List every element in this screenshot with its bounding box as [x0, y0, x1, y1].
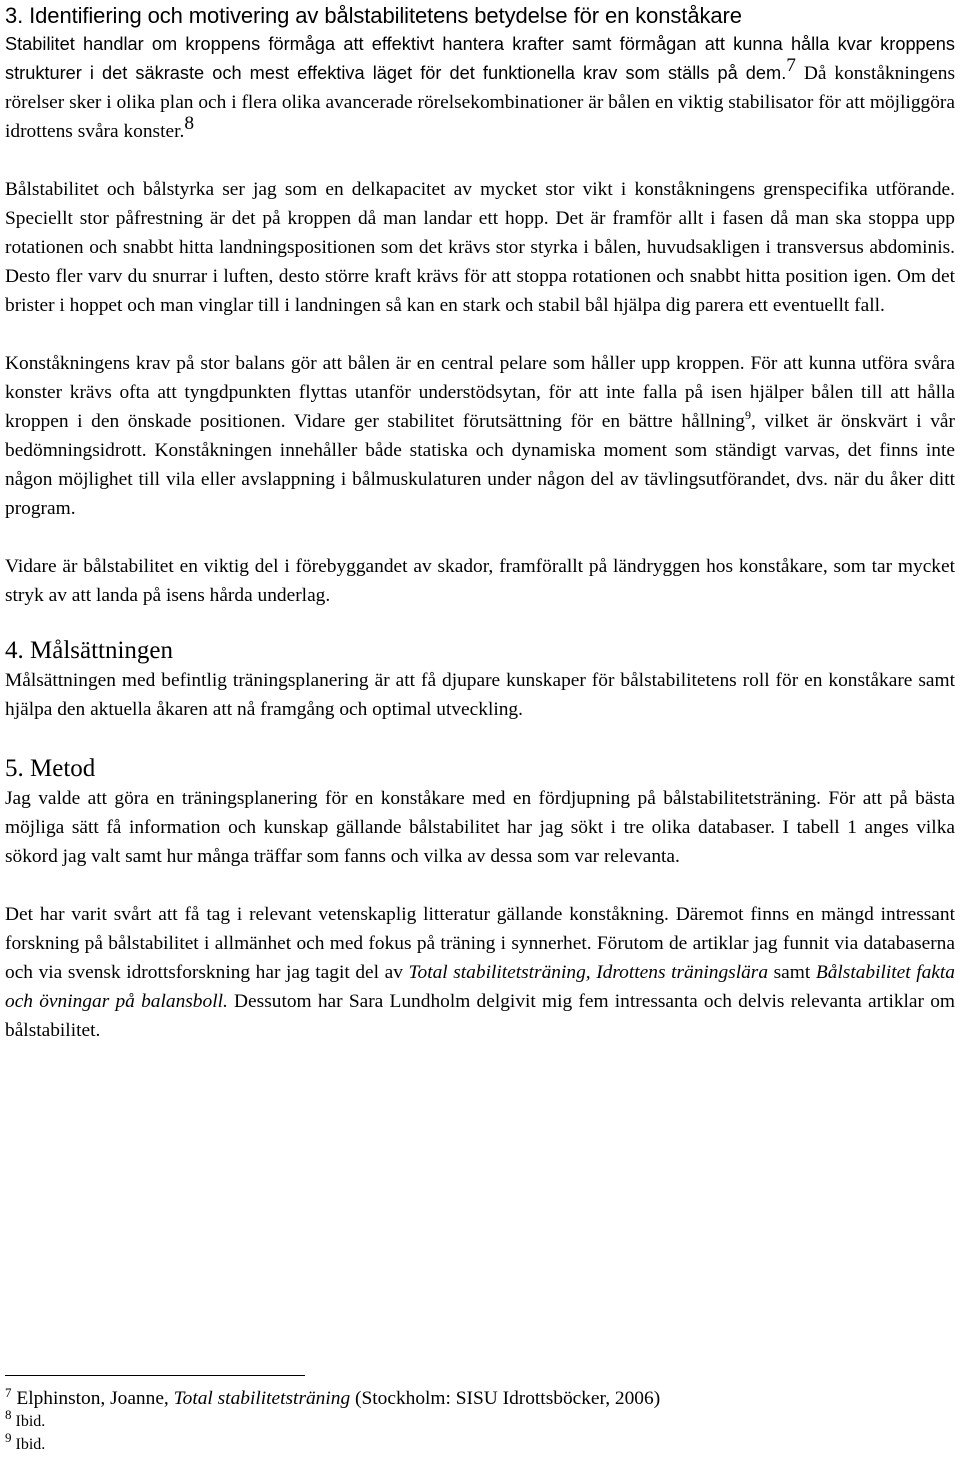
section-3-heading: 3. Identifiering och motivering av bålstabilitetens betydelse för en konståkare [5, 3, 742, 28]
paragraph-gap [5, 724, 955, 754]
footnote-ref-8: 8 [184, 113, 195, 134]
paragraph-text: Konståkningens krav på stor balans gör att bålen är en central pelare som håller upp kroppen. För att kunna utföra svåra konster krävs ofta att tyngdpunkten flyttas utanför understödsytan, för att inte falla på isen hjälper bålen till att hålla kroppen i den önskade positionen. Vidare ger stabilitet förutsättning för en bättre hållning [5, 353, 955, 432]
section-5-paragraph-2 [5, 900, 955, 1045]
footnote-ref-9: 9 [744, 408, 751, 422]
footnote-text: (Stockholm: SISU Idrottsböcker, 2006) [350, 1388, 661, 1409]
section-4-heading: 4. Målsättningen [5, 637, 174, 664]
footnote-text: Elphinston, Joanne, [16, 1388, 174, 1409]
paragraph-text: Då konståkningens rörelser sker i olika plan och i flera olika avancerade rörelsekombinationer är bålen en viktig stabilisator för att möjliggöra idrottens svåra konster. [5, 63, 955, 142]
footnote-text: Ibid. [15, 1413, 46, 1430]
section-5-heading: 5. Metod [5, 755, 96, 782]
section-3-paragraph-4: Vidare är bålstabilitet en viktig del i förebyggandet av skador, framförallt på ländryggen hos konståkare, som tar mycket stryk av att landa på isens hårda underlag. [5, 556, 955, 606]
paragraph-text: Det har varit svårt att få tag i relevant vetenskaplig litteratur gällande konståkning. Däremot finns en mängd intressant forskning på bålstabilitet i allmänhet och med fokus på träning i synnerhet. Förutom de artiklar jag funnit via databaserna och via svensk idrottsforskning har jag tagit del av [5, 904, 955, 983]
footnote-number: 9 [5, 1430, 12, 1445]
book-title-italic: Total stabilitetsträning, Idrottens träningslära [408, 962, 769, 983]
footnote-separator [5, 1375, 305, 1376]
section-4-paragraph-1: Målsättningen med befintlig träningsplanering är att få djupare kunskaper för bålstabilitetens roll för en konståkare samt hjälpa den aktuella åkaren att nå framgång och optimal utveckling. [5, 670, 955, 720]
footnote-ref-7: 7 [786, 55, 796, 76]
footnote-book-title: Total stabilitetsträning [173, 1388, 351, 1409]
footnote-text: Ibid. [15, 1436, 46, 1453]
footnote-number: 8 [5, 1407, 12, 1422]
footnote-8 [5, 1407, 955, 1433]
footnote-9 [5, 1430, 955, 1456]
paragraph-gap [5, 146, 955, 175]
footnote-7 [5, 1385, 955, 1410]
section-3-paragraph-2: Bålstabilitet och bålstyrka ser jag som en delkapacitet av mycket stor vikt i konståkningens grenspecifika utförande. Speciellt stor påfrestning är det på kroppen då man landar ett hopp. Det är framför allt i fasen då man ska stoppa upp rotationen och snabbt hitta landningspositionen som det krävs stor styrka i bålen, huvudsakligen i transversus abdominis. Desto fler varv du snurrar i luften, desto större kraft krävs för att stoppa rotationen och snabbt hitta position igen. Om det brister i hoppet och man vinglar till i landningen så kan en stark och stabil bål hjälpa dig parera ett eventuellt fall. [5, 179, 955, 316]
paragraph-gap [5, 610, 955, 636]
footnotes [5, 1375, 955, 1456]
paragraph-gap [5, 320, 955, 349]
paragraph-text: Dessutom har Sara Lundholm delgivit mig fem intressanta och delvis relevanta artiklar om bålstabilitet. [5, 991, 955, 1041]
section-3-paragraph-1 [5, 30, 955, 146]
footnote-number: 7 [5, 1385, 12, 1400]
paragraph-text: samt [768, 962, 816, 983]
paragraph-text: , vilket är önskvärt i vår bedömningsidrott. Konståkningen innehåller både statiska och dynamiska moment som ständigt varvas, det finns inte någon möjlighet till vila eller avslappning i bålmuskulaturen under någon del av tävlingsutförandet, dvs. när du åker ditt program. [5, 411, 955, 519]
section-3-paragraph-3 [5, 349, 955, 523]
section-5-paragraph-1: Jag valde att göra en träningsplanering för en konståkare med en fördjupning på bålstabilitetsträning. För att på bästa möjliga sätt få information och kunskap gällande bålstabilitet har jag sökt i tre olika databaser. I tabell 1 anges vilka sökord jag valt samt hur många träffar som fanns och vilka av dessa som var relevanta. [5, 788, 955, 867]
paragraph-gap [5, 523, 955, 552]
paragraph-text: Stabilitet handlar om kroppens förmåga att effektivt hantera krafter samt förmågan att kunna hålla kvar kroppens strukturer i det säkraste och mest effektiva läget för det funktionella krav som ställs på dem. [5, 34, 955, 83]
book-title-italic: Bålstabilitet fakta och övningar på balansboll. [5, 962, 955, 1012]
paragraph-gap [5, 871, 955, 900]
document-page [5, 0, 955, 1045]
